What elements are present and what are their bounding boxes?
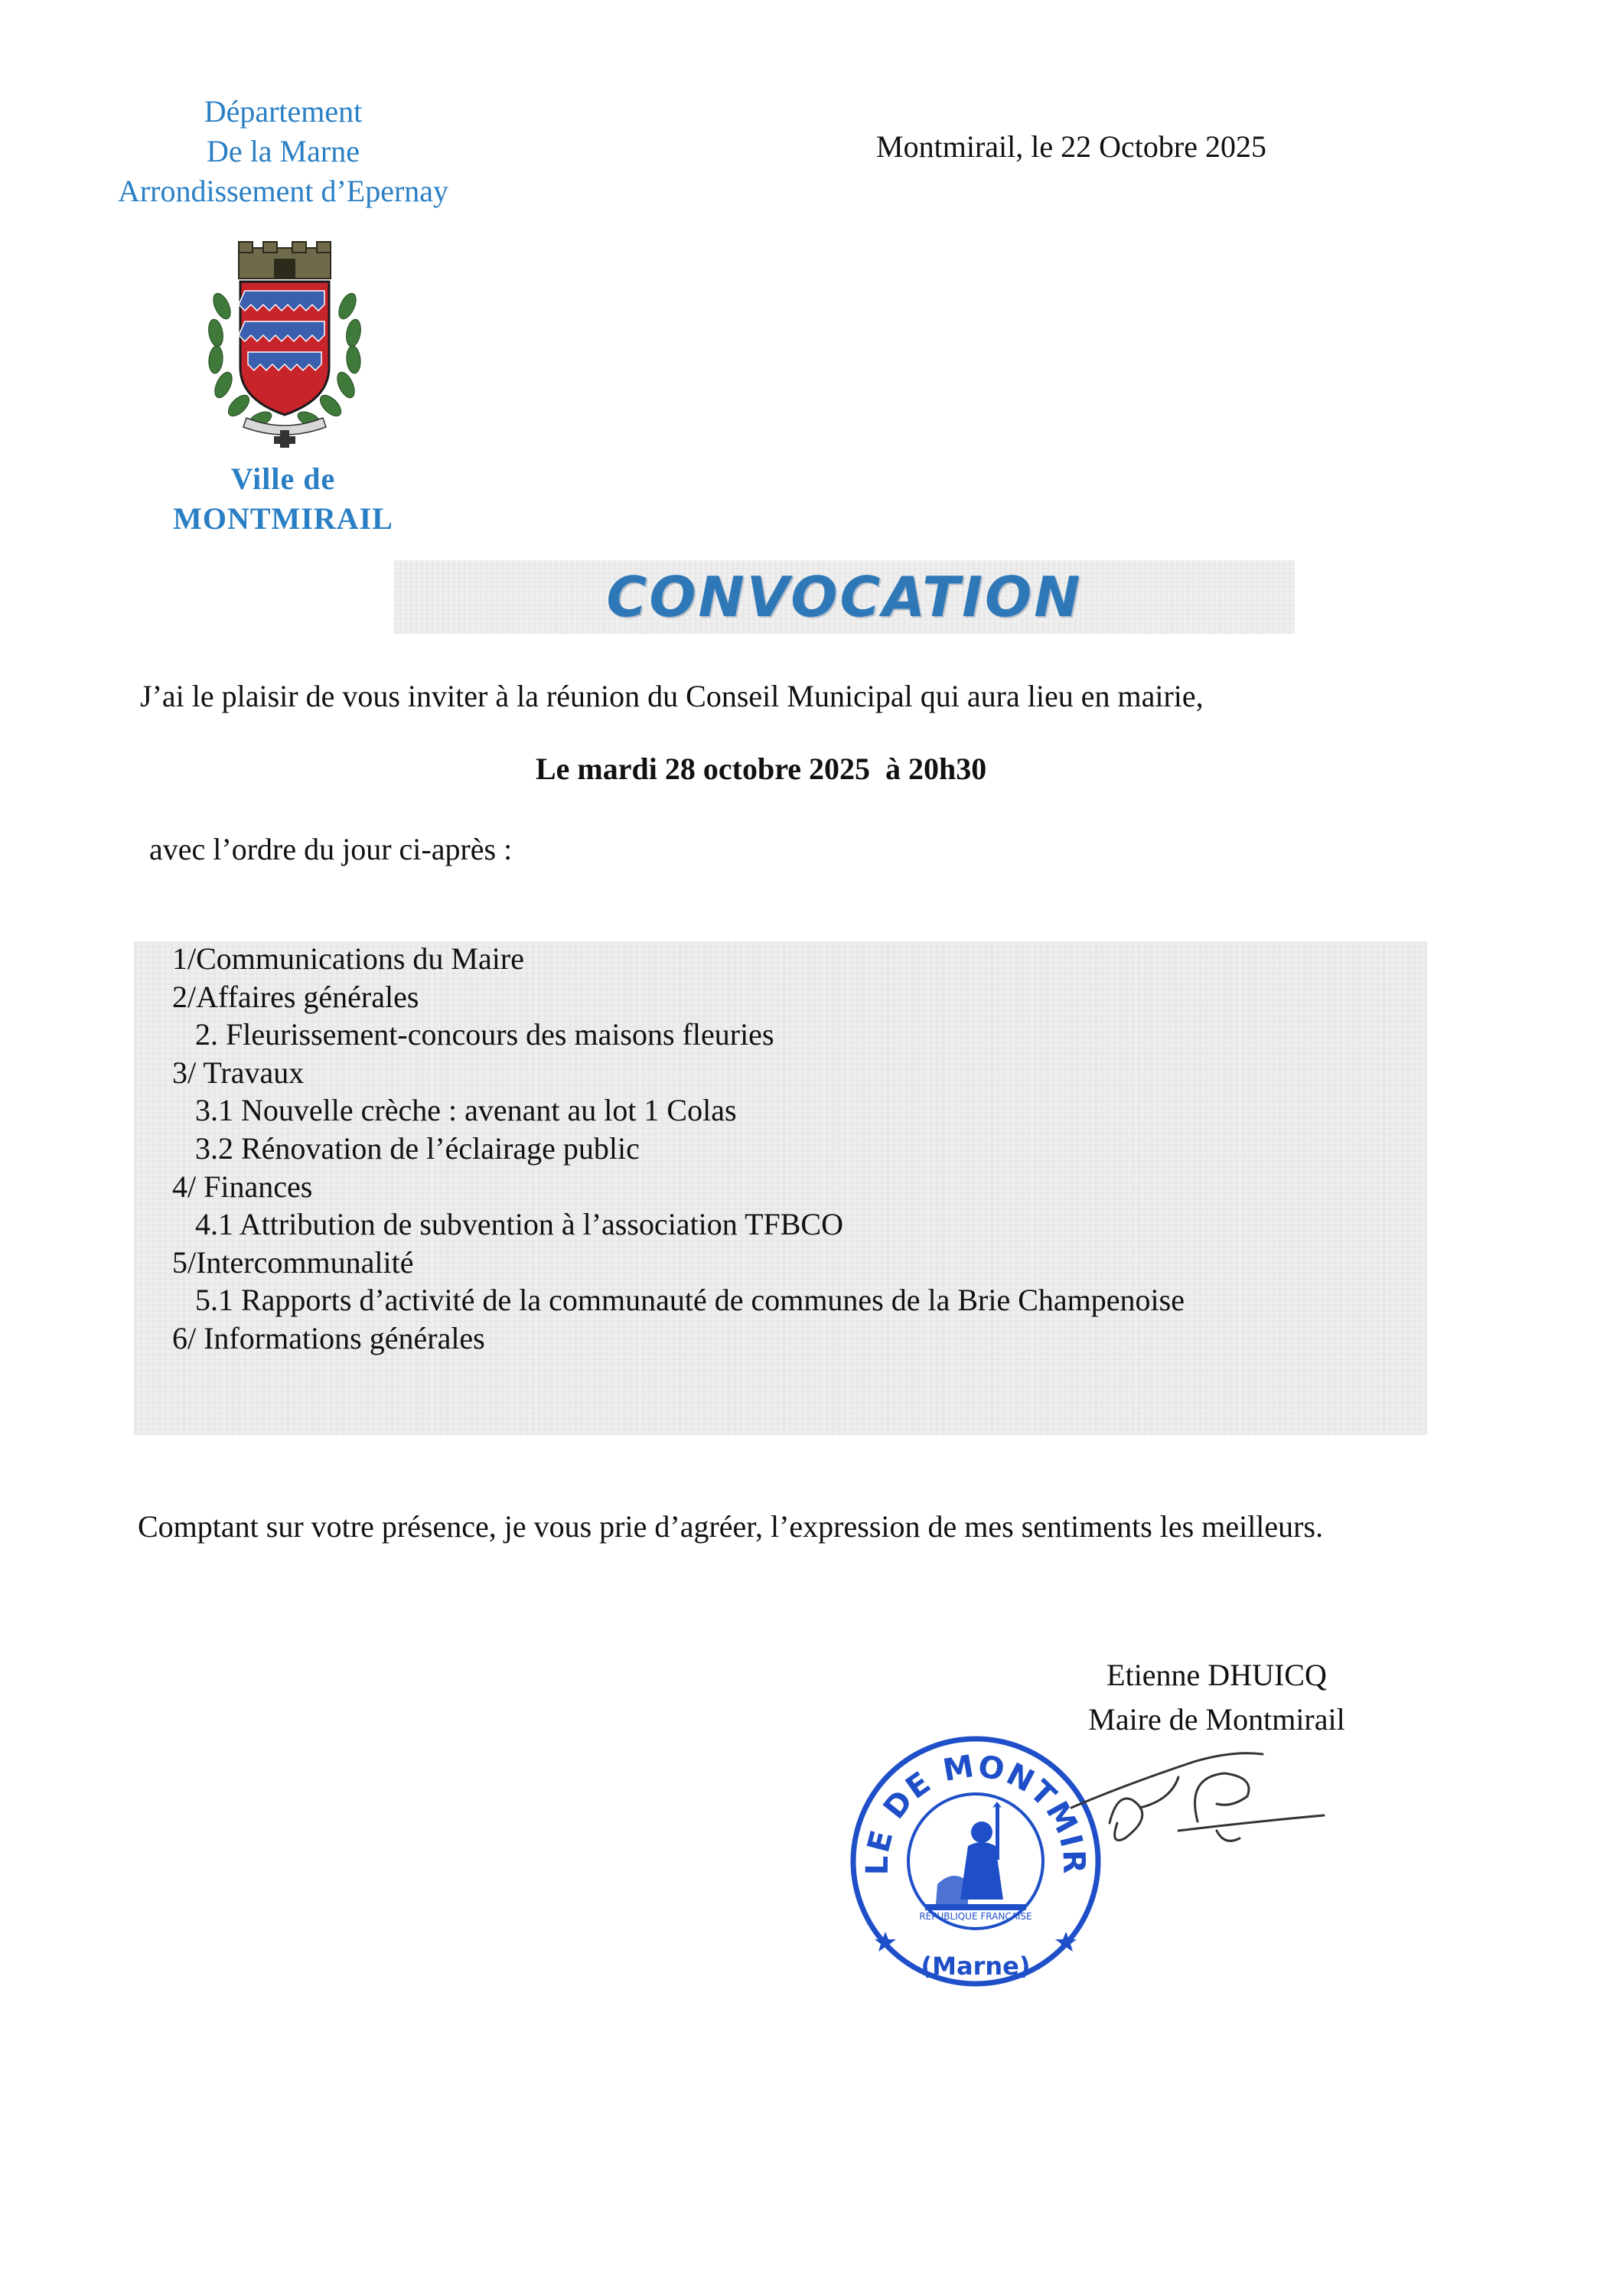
stamp-bottom-text: (Marne) bbox=[921, 1952, 1031, 1981]
agenda-item: 3.2 Rénovation de l’éclairage public bbox=[195, 1130, 640, 1166]
agenda-item: 6/ Informations générales bbox=[172, 1320, 485, 1355]
agenda-item: 5.1 Rapports d’activité de la communauté de communes de la Brie Champenoise bbox=[195, 1283, 1185, 1318]
department-line-1: Département bbox=[204, 94, 363, 129]
city-label: Ville de bbox=[230, 461, 336, 496]
agenda-item: 3/ Travaux bbox=[172, 1055, 305, 1090]
closing-text: Comptant sur votre présence, je vous prie d’agréer, l’expression de mes sentiments les meilleurs. bbox=[138, 1509, 1324, 1544]
department-line-2: De la Marne bbox=[207, 134, 360, 168]
agenda-item: 4.1 Attribution de subvention à l’association TFBCO bbox=[195, 1207, 843, 1242]
agenda-item: 3.1 Nouvelle crèche : avenant au lot 1 Colas bbox=[195, 1093, 737, 1128]
page-title: CONVOCATION bbox=[606, 565, 1083, 629]
signatory-title: Maire de Montmirail bbox=[1088, 1702, 1345, 1737]
date-line: Montmirail, le 22 Octobre 2025 bbox=[876, 129, 1266, 164]
department-line-3: Arrondissement d’Epernay bbox=[117, 174, 449, 208]
stamp-top-text: LE DE MONTMIR bbox=[859, 1748, 1092, 1876]
marianne-icon bbox=[925, 1802, 1026, 1910]
agenda-item: 2/Affaires générales bbox=[172, 979, 419, 1014]
agenda-intro: avec l’ordre du jour ci-après : bbox=[149, 832, 513, 866]
signatory-name: Etienne DHUICQ bbox=[1106, 1658, 1327, 1692]
agenda-item: 1/Communications du Maire bbox=[172, 941, 524, 976]
agenda-item: 4/ Finances bbox=[172, 1169, 313, 1204]
coat-of-arms-icon bbox=[200, 237, 369, 448]
stamp-inner-text: RÉPUBLIQUE FRANÇAISE bbox=[919, 1911, 1032, 1922]
agenda-item: 5/Intercommunalité bbox=[172, 1244, 414, 1280]
agenda-list bbox=[172, 940, 1412, 1358]
city-name: MONTMIRAIL bbox=[173, 501, 393, 536]
meeting-date: Le mardi 28 octobre 2025 à 20h30 bbox=[536, 752, 987, 786]
handwritten-signature bbox=[1064, 1731, 1339, 1884]
intro-text: J’ai le plaisir de vous inviter à la réunion du Conseil Municipal qui aura lieu en mairie, bbox=[140, 679, 1204, 713]
agenda-item: 2. Fleurissement-concours des maisons fleuries bbox=[195, 1017, 774, 1052]
